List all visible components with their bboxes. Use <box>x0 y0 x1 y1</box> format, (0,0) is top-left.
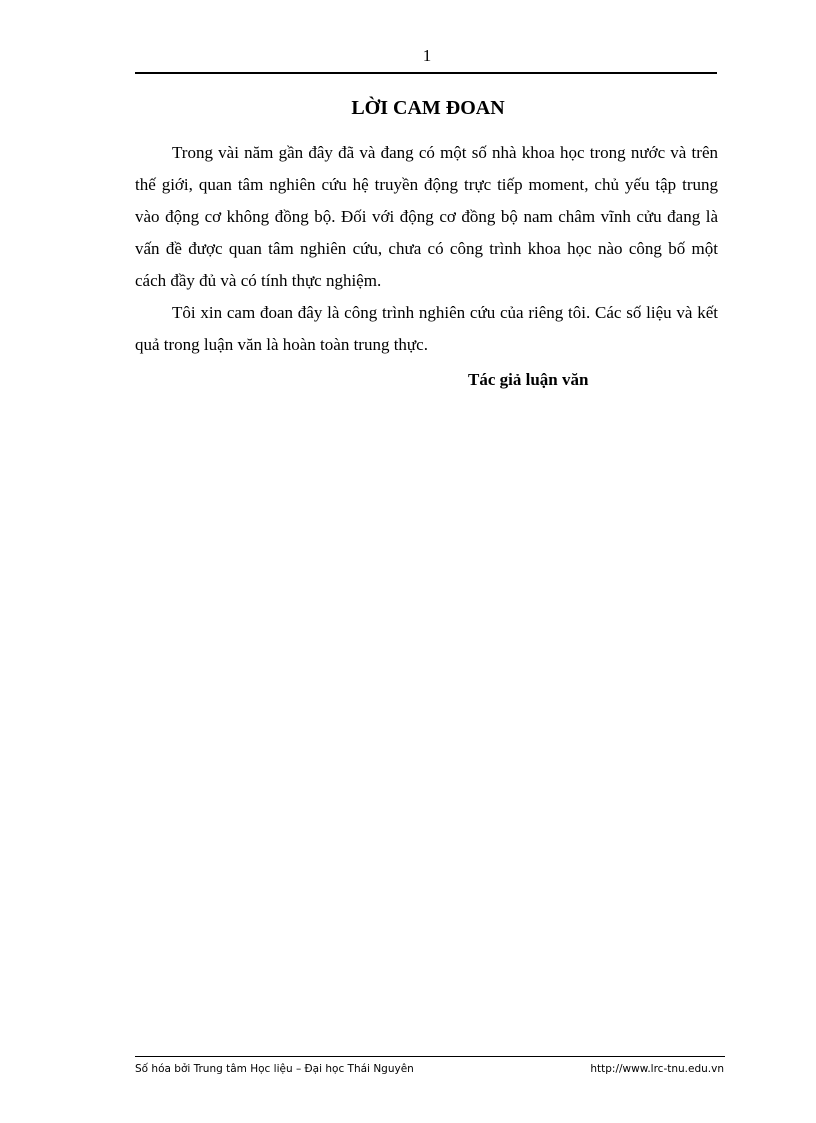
page-number: 1 <box>422 46 432 65</box>
header-rule <box>135 72 717 74</box>
page-title: LỜI CAM ĐOAN <box>351 97 505 119</box>
footer-rule <box>135 1056 725 1057</box>
footer-url: http://www.lrc-tnu.edu.vn <box>590 1063 724 1075</box>
author-signature-label: Tác giả luận văn <box>468 370 589 389</box>
body-text <box>135 137 718 361</box>
footer-digitization-note: Số hóa bởi Trung tâm Học liệu – Đại học Thái Nguyên <box>135 1063 414 1075</box>
paragraph-declaration: Tôi xin cam đoan đây là công trình nghiên cứu của riêng tôi. Các số liệu và kết quả trong luận văn là hoàn toàn trung thực. <box>135 303 718 354</box>
paragraph-intro: Trong vài năm gần đây đã và đang có một số nhà khoa học trong nước và trên thế giới, quan tâm nghiên cứu hệ truyền động trực tiếp moment, chủ yếu tập trung vào động cơ không đồng bộ. Đối với động cơ đồng bộ nam châm vĩnh cửu đang là vấn đề được quan tâm nghiên cứu, chưa có công trình khoa học nào công bố một cách đầy đủ và có tính thực nghiệm. <box>135 143 718 290</box>
